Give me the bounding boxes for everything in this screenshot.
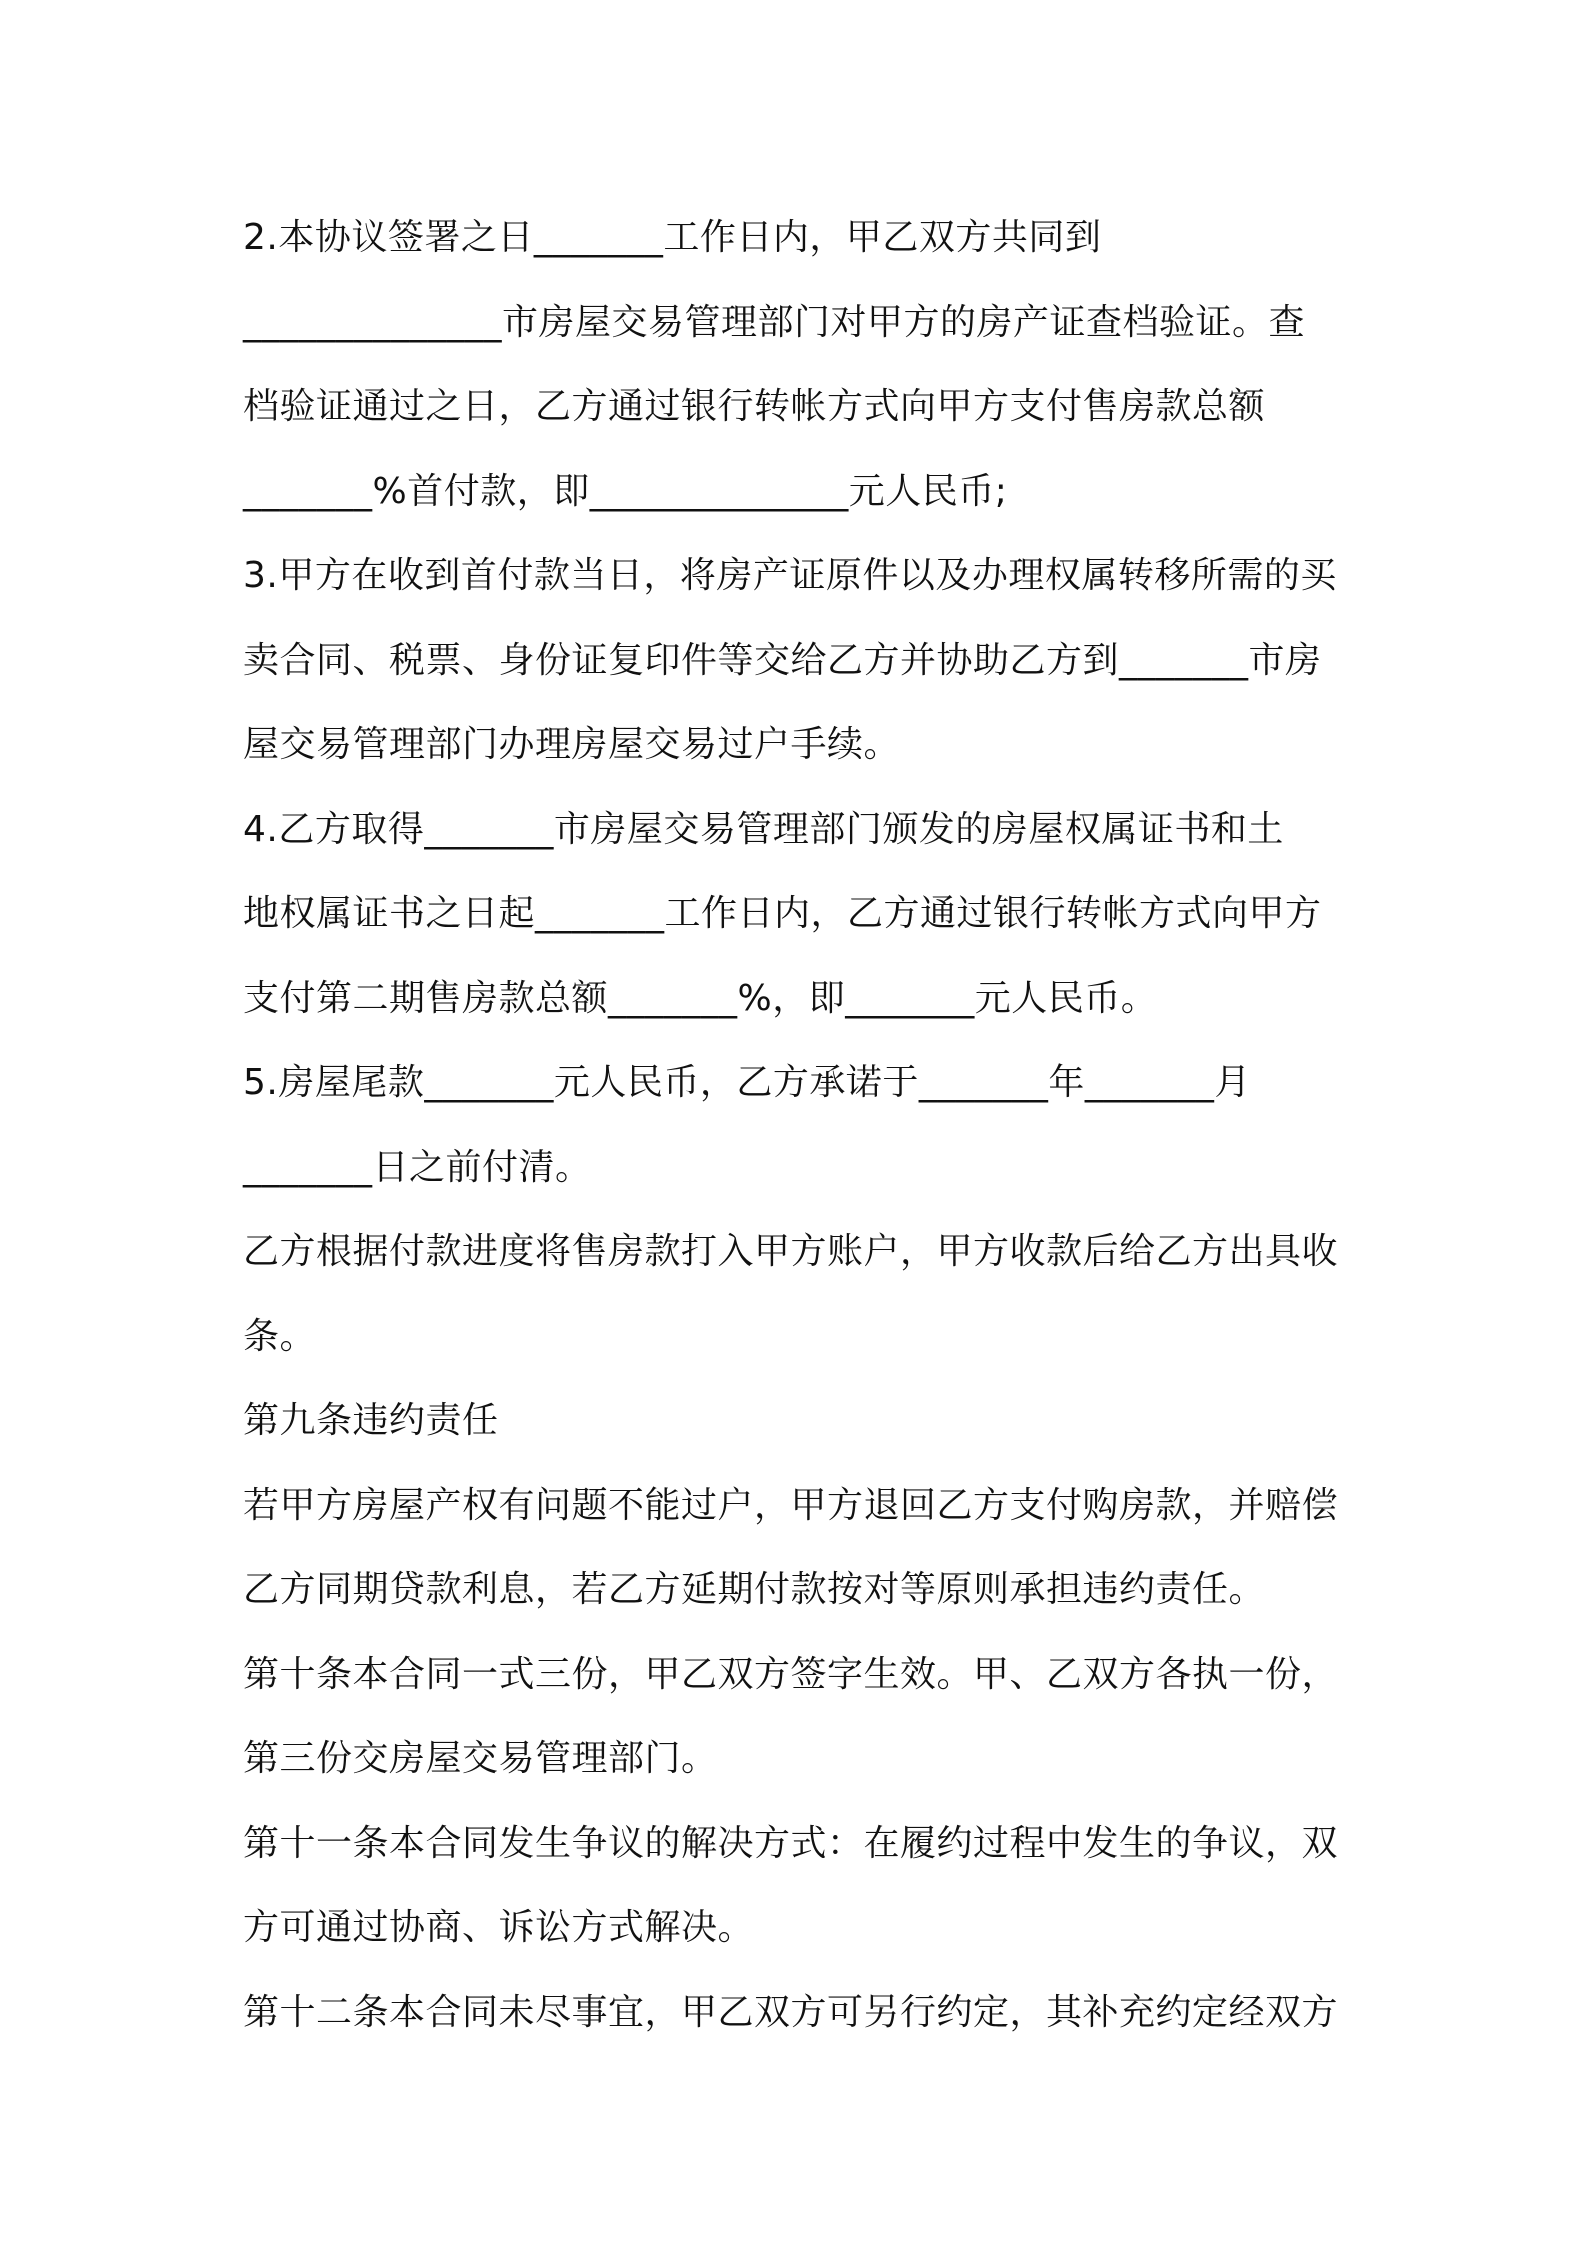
section-heading: 第九条违约责任 [243,1400,499,1441]
text-line-18: 第十条本合同一式三份，甲乙双方签字生效。甲、乙双方各执一份， [243,1653,1339,1695]
text-line-3: 档验证通过之日，乙方通过银行转帐方式向甲方支付售房款总额 [243,386,1266,427]
contract-text [243,196,1363,2055]
text-line-11: 5.房屋尾款_______元人民币，乙方承诺于_______年_______月 [243,1062,1251,1103]
text-line-22: 第十二条本合同未尽事宜，甲乙双方可另行约定，其补充约定经双方 [243,1991,1339,2033]
text-line-17: 乙方同期贷款利息，若乙方延期付款按对等原则承担违约责任。 [243,1569,1266,1610]
text-line-2: ______________市房屋交易管理部门对甲方的房产证查档验证。查 [243,301,1306,343]
text-line-21: 方可通过协商、诉讼方式解决。 [243,1907,755,1948]
text-line-14: 条。 [243,1315,317,1357]
text-line-8: 4.乙方取得_______市房屋交易管理部门颁发的房屋权属证书和土 [243,808,1284,850]
text-line-4: _______%首付款，即______________元人民币; [243,470,1008,512]
text-line-20: 第十一条本合同发生争议的解决方式：在履约过程中发生的争议，双 [243,1822,1339,1864]
text-line-6: 卖合同、税票、身份证复印件等交给乙方并协助乙方到_______市房 [243,639,1322,681]
text-line-5: 3.甲方在收到首付款当日，将房产证原件以及办理权属转移所需的买 [243,555,1337,596]
text-line-12: _______日之前付清。 [243,1146,592,1188]
text-line-7: 屋交易管理部门办理房屋交易过户手续。 [243,724,901,765]
text-line-1: 2.本协议签署之日_______工作日内，甲乙双方共同到 [243,217,1102,258]
text-line-10: 支付第二期售房款总额_______%，即_______元人民币。 [243,977,1158,1019]
text-line-16: 若甲方房屋产权有问题不能过户，甲方退回乙方支付购房款，并赔偿 [243,1484,1339,1526]
text-line-13: 乙方根据付款进度将售房款打入甲方账户，甲方收款后给乙方出具收 [243,1231,1339,1272]
text-line-9: 地权属证书之日起_______工作日内，乙方通过银行转帐方式向甲方 [243,893,1322,934]
text-line-19: 第三份交房屋交易管理部门。 [243,1738,718,1779]
